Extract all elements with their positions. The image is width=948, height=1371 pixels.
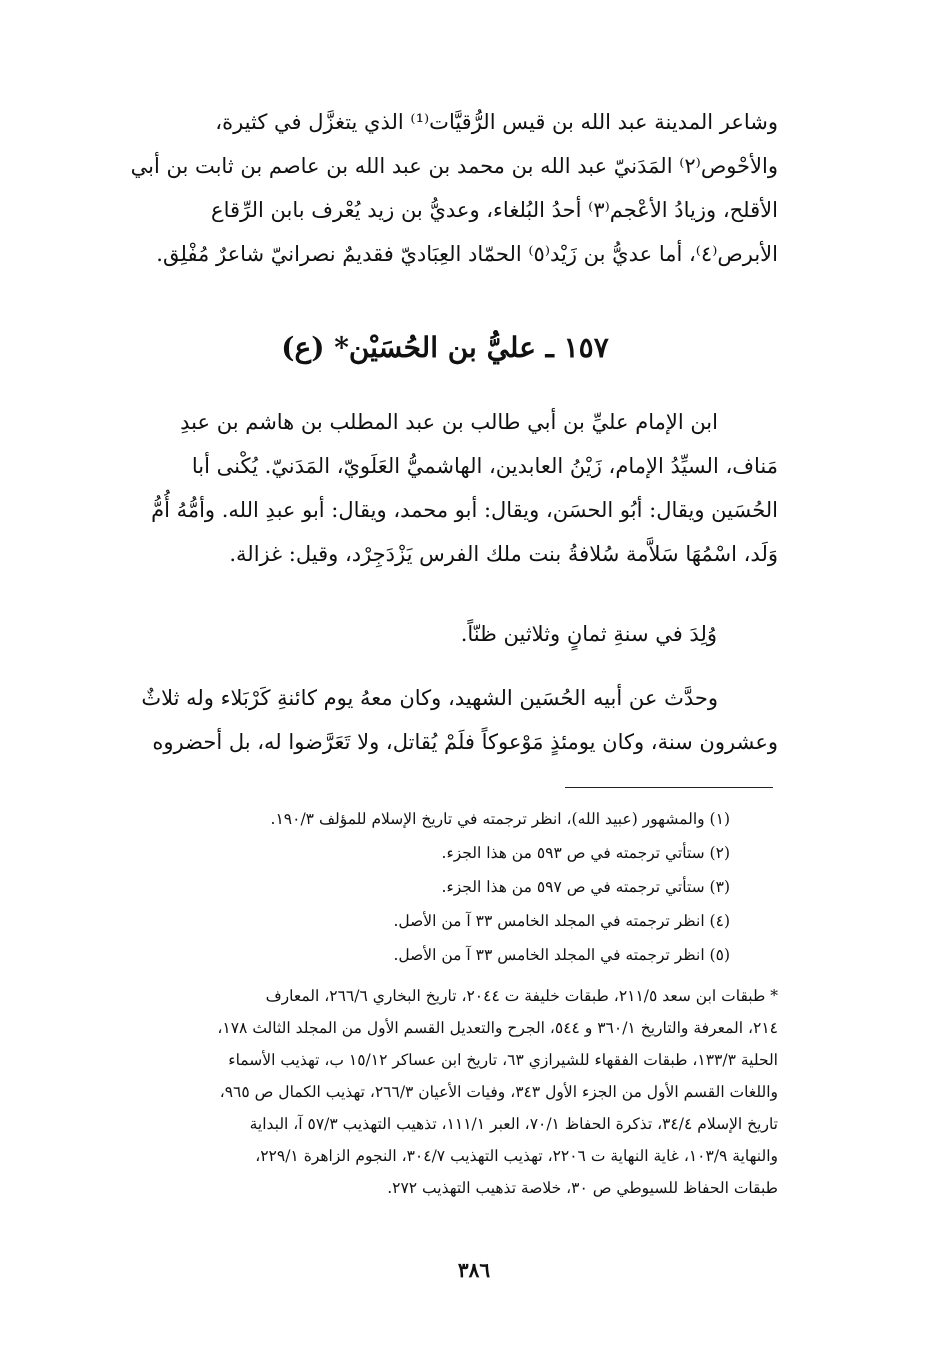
narration-line: وعشرون سنة، وكان يومئذٍ مَوْعوكاً فلَمْ يُقاتل، ولا تَعَرَّضوا له، بل أحضروه bbox=[152, 730, 778, 754]
sources-line: واللغات القسم الأول من الجزء الأول ٣٤٣، وفيات الأعيان ٢٦٦/٣، تهذيب الكمال ص ٩٦٥، bbox=[219, 1083, 778, 1101]
sources-line: تاريخ الإسلام ٣٤/٤، تذكرة الحفاظ ٧٠/١، العبر ١١١/١، تذهيب التهذيب ٥٧/٣ آ، البداية bbox=[249, 1115, 778, 1133]
footnote: (٤) انظر ترجمته في المجلد الخامس ٣٣ آ من الأصل. bbox=[393, 912, 730, 930]
sources-line: طبقات الحفاظ للسيوطي ص ٣٠، خلاصة تذهيب التهذيب ٢٧٢. bbox=[387, 1179, 778, 1197]
birth-line: وُلِدَ في سنةِ ثمانٍ وثلاثين ظنّاً. bbox=[460, 622, 717, 646]
bio-line: وَلَد، اسْمُهَا سَلاَّمة سُلافةُ بنت ملك الفرس يَزْدَجِرْد، وقيل: غزالة. bbox=[229, 542, 778, 566]
sources-line: ٢١٤، المعرفة والتاريخ ٣٦٠/١ و ٥٤٤، الجرح والتعديل القسم الأول من المجلد الثالث ١٧٨، bbox=[217, 1019, 778, 1037]
footnote: (٥) انظر ترجمته في المجلد الخامس ٣٣ آ من الأصل. bbox=[393, 946, 730, 964]
page-number: ٣٨٦ bbox=[457, 1258, 491, 1282]
bio-paragraph bbox=[112, 400, 778, 576]
footnotes bbox=[170, 802, 730, 972]
intro-line: الأبرص⁽٤⁾، أما عديُّ بن زَيْد⁽٥⁾ الحمّاد العِبَاديّ فقديمٌ نصرانيّ شاعرٌ مُفْلِق. bbox=[156, 242, 778, 266]
narration-line: وحدَّث عن أبيه الحُسَين الشهيد، وكان معهُ يوم كائنةِ كَرْبَلاء وله ثلاثٌ bbox=[141, 686, 718, 710]
intro-line: والأحْوص⁽٢⁾ المَدَنيّ عبد الله بن محمد بن عبد الله بن عاصم بن ثابت بن أبي bbox=[130, 154, 778, 178]
sources-note bbox=[112, 980, 778, 1204]
footnote: (٣) ستأتي ترجمته في ص ٥٩٧ من هذا الجزء. bbox=[441, 878, 730, 896]
footnote: (٢) ستأتي ترجمته في ص ٥٩٣ من هذا الجزء. bbox=[441, 844, 730, 862]
entry-heading: ١٥٧ ـ عليُّ بن الحُسَيْن* (ع) bbox=[281, 331, 609, 364]
narration-paragraph bbox=[112, 676, 778, 764]
bio-line: مَناف، السيِّدُ الإمام، زَيْنُ العابدين، الهاشميُّ العَلَويّ، المَدَنيّ. يُكْنى أبا bbox=[191, 454, 778, 478]
footnote-separator bbox=[565, 787, 773, 788]
intro-paragraph bbox=[112, 100, 778, 276]
footnote: (١) والمشهور (عبيد الله)، انظر ترجمته في تاريخ الإسلام للمؤلف ١٩٠/٣. bbox=[270, 810, 730, 828]
bio-line: ابن الإمام عليِّ بن أبي طالب بن عبد المطلب بن هاشم بن عبدِ bbox=[180, 410, 718, 434]
sources-line: * طبقات ابن سعد ٢١١/٥، طبقات خليفة ت ٢٠٤٤، تاريخ البخاري ٢٦٦/٦، المعارف bbox=[265, 987, 778, 1005]
sources-line: الحلية ١٣٣/٣، طبقات الفقهاء للشيرازي ٦٣، تاريخ ابن عساكر ١٥/١٢ ب، تهذيب الأسماء bbox=[228, 1051, 778, 1069]
intro-line: وشاعر المدينة عبد الله بن قيس الرُّقيَّات⁽¹⁾ الذي يتغزَّل في كثيرة، bbox=[215, 110, 778, 134]
bio-line: الحُسَين ويقال: أبُو الحسَن، ويقال: أبو محمد، ويقال: أبو عبدِ الله. وأمُّهُ أُمُّ bbox=[151, 498, 778, 522]
sources-line: والنهاية ١٠٣/٩، غاية النهاية ت ٢٢٠٦، تهذيب التهذيب ٣٠٤/٧، النجوم الزاهرة ٢٢٩/١، bbox=[255, 1147, 778, 1165]
intro-line: الأقلح، وزيادُ الأعْجم⁽٣⁾ أحدُ البُلغاء، وعديُّ بن زيد يُعْرف بابن الرِّقاع bbox=[211, 198, 778, 222]
